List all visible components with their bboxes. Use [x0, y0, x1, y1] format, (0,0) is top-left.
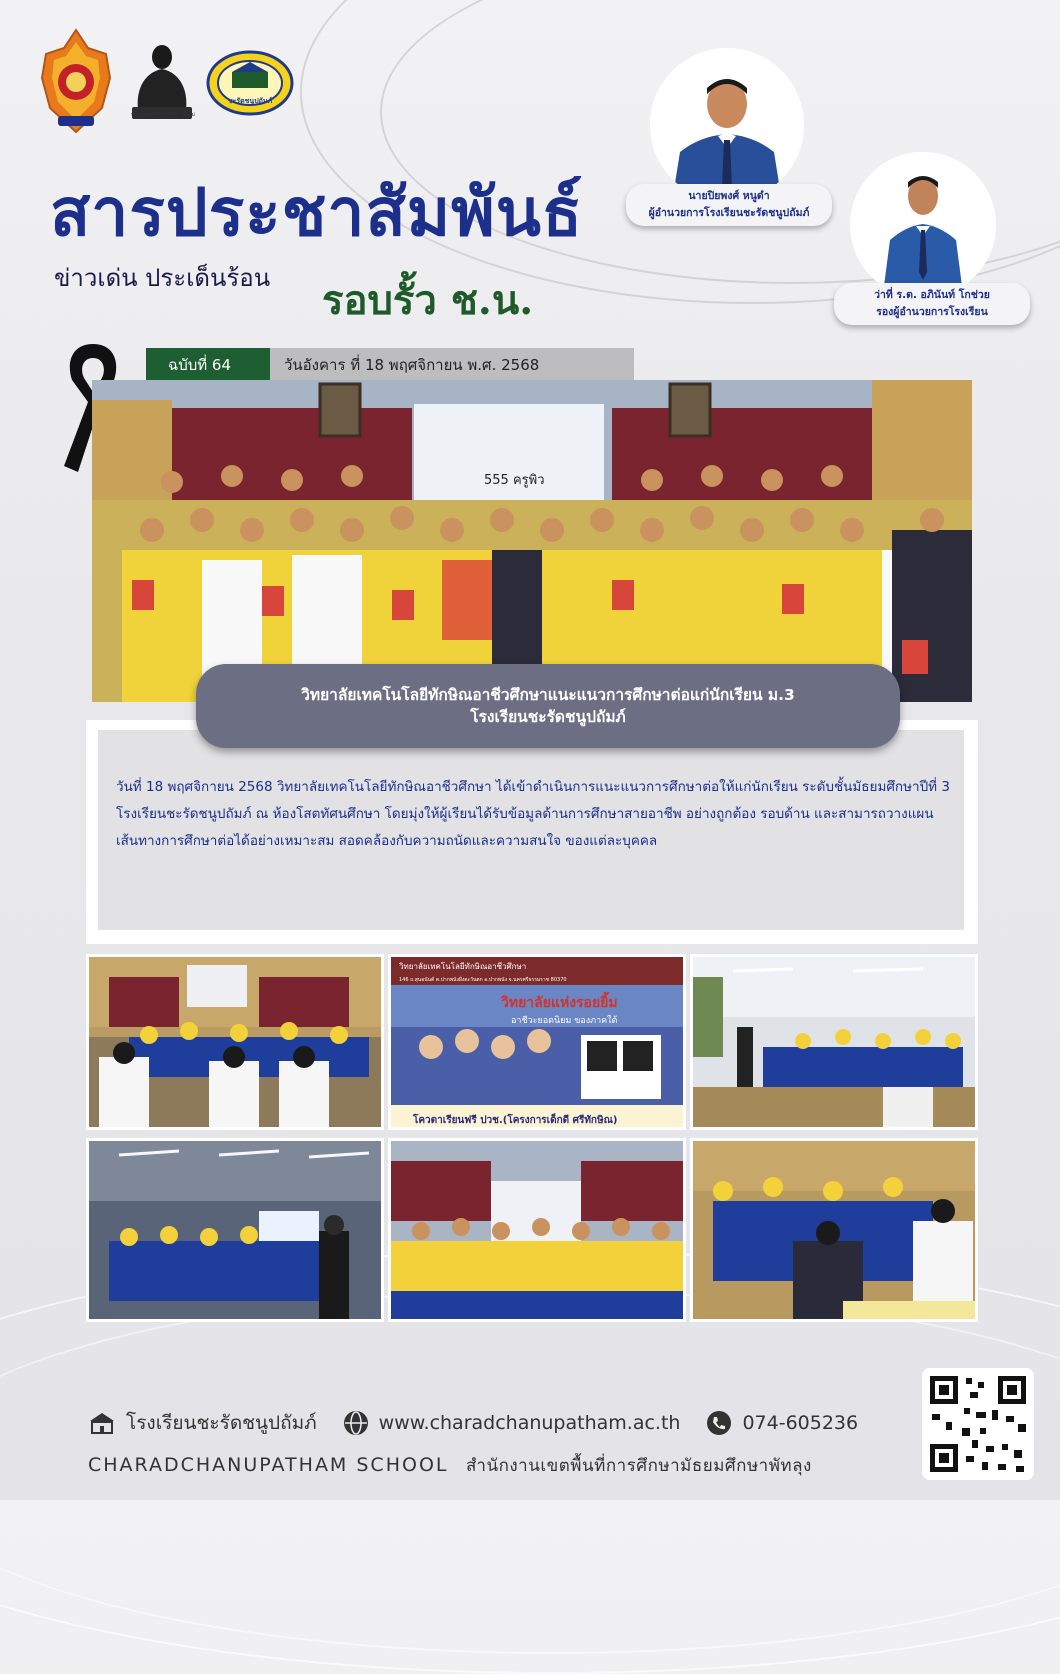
page-title: สารประชาสัมพันธ์ [50, 173, 584, 251]
school-logo-text: ชะรัดชนูปถัมภ์ [227, 97, 273, 105]
page-subtitle: ข่าวเด่น ประเด็นร้อน [54, 264, 271, 292]
deputy-name: ว่าที่ ร.ต. อภินันท์ โกช่วย [874, 289, 990, 301]
footer-website-item[interactable] [343, 1410, 681, 1436]
poster-quota: โควตาเรียนฟรี ปวช.(โครงการเด็กดี ศรีทักษิณ) [413, 1115, 618, 1126]
gallery-photo-classroom-1 [86, 954, 384, 1130]
issue-bar [146, 348, 634, 382]
gallery-photo-college-poster [388, 954, 686, 1130]
director-portrait [650, 48, 804, 202]
poster-college-name: วิทยาลัยเทคโนโลยีทักษิณอาชีวศึกษา [399, 962, 527, 971]
globe-icon [343, 1410, 369, 1436]
gallery-photo-presentation [86, 1138, 384, 1322]
obec-logo [36, 28, 116, 136]
gallery-photo-classroom-2 [690, 954, 978, 1130]
issue-number: ฉบับที่ 64 [146, 348, 270, 382]
statue-caption: หลวงพ่อสูงสุด ชนะอนุ วัดใหม่ [131, 112, 195, 118]
footer-office: สำนักงานเขตพื้นที่การศึกษามัธยมศึกษาพัทลุง [466, 1456, 812, 1476]
deputy-role: รองผู้อำนวยการโรงเรียน [876, 306, 988, 318]
footer-contact [88, 1408, 884, 1438]
poster-slogan: วิทยาลัยแห่งรอยยิ้ม [501, 995, 618, 1011]
article-body: วันที่ 18 พฤศจิกายน 2568 วิทยาลัยเทคโนโลยีทักษิณอาชีวศึกษา ได้เข้าดำเนินการแนะแนวการศึกษาต่อให้แก่นักเรียน ระดับชั้นมัธยมศึกษาปีที่ 3 โรงเรียนชะรัดชนูปถัมภ์ ณ ห้องโสตทัศนศึกษา โดยมุ่งให้ผู้เรียนได้รับข้อมูลด้านการศึกษาสายอาชีพ อย่างถูกต้อง รอบด้าน และสามารถวางแผนเส้นทางการศึกษาต่อได้อย่างเหมาะสม สอดคล้องกับความถนัดและความสนใจ ของแต่ละบุคคล [116, 779, 950, 849]
headline-line-1: วิทยาลัยเทคโนโลยีทักษิณอาชีวศึกษาแนะแนวการศึกษาต่อแก่นักเรียน ม.3 [301, 686, 795, 704]
poster-slogan-2: อาชีวะยอดนิยม ของภาคใต้ [511, 1016, 618, 1026]
deputy-portrait [850, 152, 996, 298]
footer-school-en: CHARADCHANUPATHAM SCHOOL [88, 1454, 449, 1476]
footer-school-name: โรงเรียนชะรัดชนูปถัมภ์ [126, 1412, 317, 1434]
school-logo [206, 50, 294, 116]
photo-gallery [86, 954, 978, 1322]
footer-school-item [88, 1408, 317, 1438]
director-nameplate [626, 184, 832, 226]
gallery-photo-students [690, 1138, 978, 1322]
poster-address: 146 ถ.สุนอนันต์ ต.ปากพนังฝั่งตะวันตก อ.ปากพนัง จ.นครศรีธรรมราช 80370 [399, 977, 567, 983]
gallery-photo-group [388, 1138, 686, 1322]
article-headline [196, 664, 900, 748]
section-title: รอบรั้ว ช.น. [322, 277, 534, 324]
main-group-photo [92, 380, 972, 702]
deputy-nameplate [834, 283, 1030, 325]
director-name: นายปิยพงศ์ หนูดำ [688, 190, 770, 202]
footer-phone: 074-605236 [742, 1412, 859, 1434]
screen-text: 555 ครูพิว [484, 473, 545, 488]
school-building-icon [88, 1411, 116, 1435]
footer-phone-item [706, 1410, 858, 1436]
footer-website[interactable]: www.charadchanupatham.ac.th [378, 1412, 681, 1434]
director-role: ผู้อำนวยการโรงเรียนชะรัดชนูปถัมภ์ [648, 207, 810, 219]
issue-date: วันอังคาร ที่ 18 พฤศจิกายน พ.ศ. 2568 [270, 348, 634, 382]
qr-code [922, 1368, 1034, 1480]
footer-school-line [88, 1452, 812, 1479]
headline-line-2: โรงเรียนชะรัดชนูปถัมภ์ [470, 708, 626, 726]
phone-icon [706, 1410, 732, 1436]
